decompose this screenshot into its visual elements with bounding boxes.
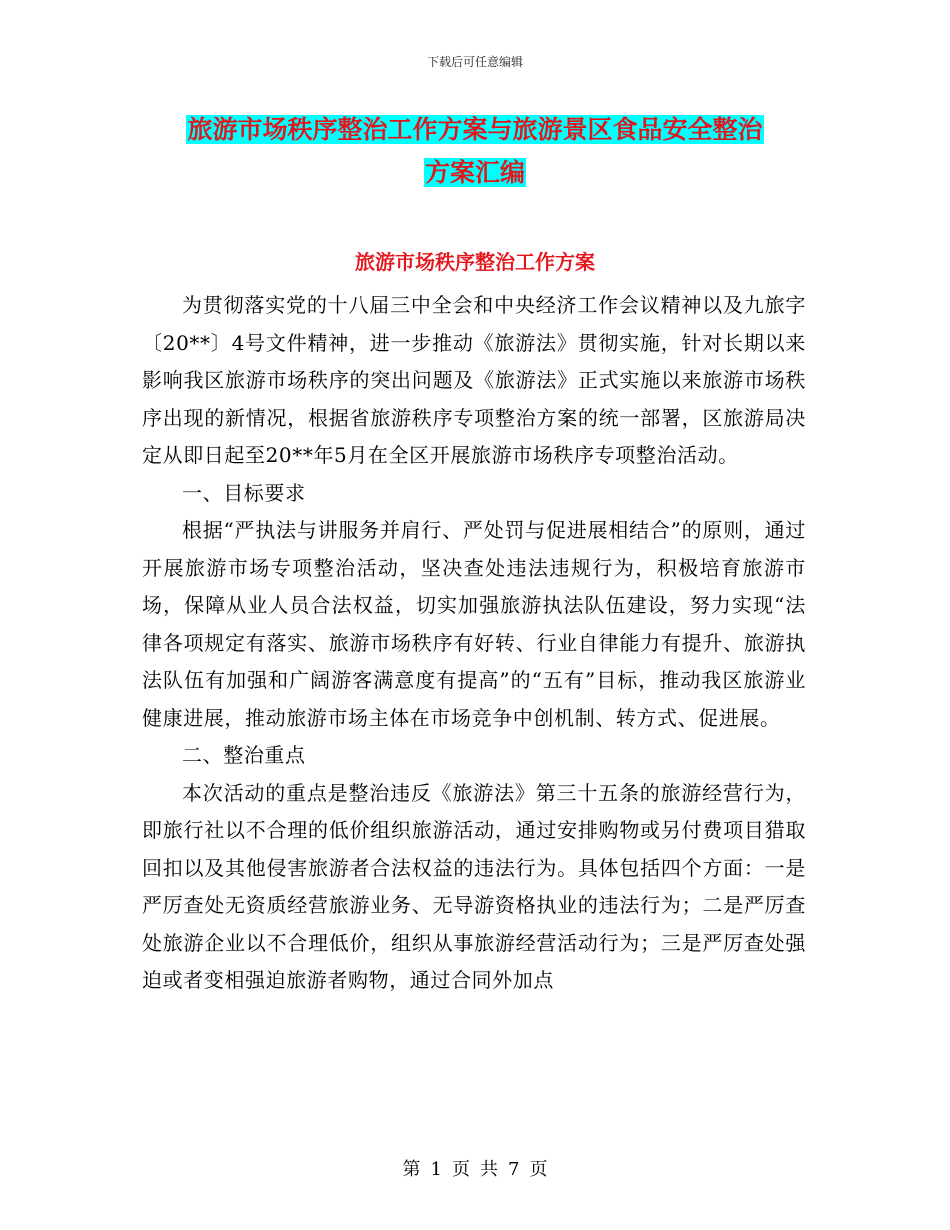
page-current: 1 <box>430 1159 442 1180</box>
heading-goals: 一、目标要求 <box>182 480 306 505</box>
heading-focus: 二、整治重点 <box>182 743 306 767</box>
page-total: 7 <box>508 1159 520 1180</box>
document-title-line-1 <box>0 110 950 150</box>
title-highlight: 方案汇编 <box>424 158 525 187</box>
page-label: 共 <box>480 1159 498 1180</box>
page-label: 第 <box>402 1159 421 1180</box>
page-label: 页 <box>529 1159 548 1180</box>
paragraph-intro: 为贯彻落实党的十八届三中全会和中央经济工作会议精神以及九旅字〔20**〕4号文件精神，进一步推动《旅游法》贯彻实施，针对长期以来影响我区旅游市场秩序的突出问题及《旅游法》正式实施以来旅游市场秩序出现的新情况，根据省旅游秩序专项整治方案的统一部署，区旅游局决定从即日起至20**年5月在全区开展旅游市场秩序专项整治活动。 <box>142 293 806 467</box>
document-body <box>142 287 806 1000</box>
section-title: 旅游市场秩序整治工作方案 <box>355 250 595 274</box>
page-footer <box>0 1155 950 1181</box>
paragraph-focus: 本次活动的重点是整治违反《旅游法》第三十五条的旅游经营行为，即旅行社以不合理的低价组织旅游活动，通过安排购物或另付费项目猎取回扣以及其他侵害旅游者合法权益的违法行为。具体包括四个方面：一是严厉查处无资质经营旅游业务、无导游资格执业的违法行为；二是严厉查处旅游企业以不合理低价，组织从事旅游经营活动行为；三是严厉查处强迫或者变相强迫旅游者购物，通过合同外加点 <box>142 780 806 992</box>
title-highlight: 旅游市场秩序整治工作方案与旅游景区食品安全整治 <box>187 115 763 144</box>
page-label: 页 <box>452 1159 470 1180</box>
document-title-line-2 <box>0 153 950 193</box>
paragraph-goals: 根据“严执法与讲服务并肩行、严处罚与促进展相结合”的原则，通过开展旅游市场专项整治活动，坚决查处违法违规行为，积极培育旅游市场，保障从业人员合法权益，切实加强旅游执法队伍建设，努力实现“法律各项规定有落实、旅游市场秩序有好转、行业自律能力有提升、旅游执法队伍有加强和广阔游客满意度有提高”的“五有”目标，推动我区旅游业健康进展，推动旅游市场主体在市场竞争中创机制、转方式、促进展。 <box>142 518 806 730</box>
header-note: 下载后可任意编辑 <box>426 55 523 69</box>
